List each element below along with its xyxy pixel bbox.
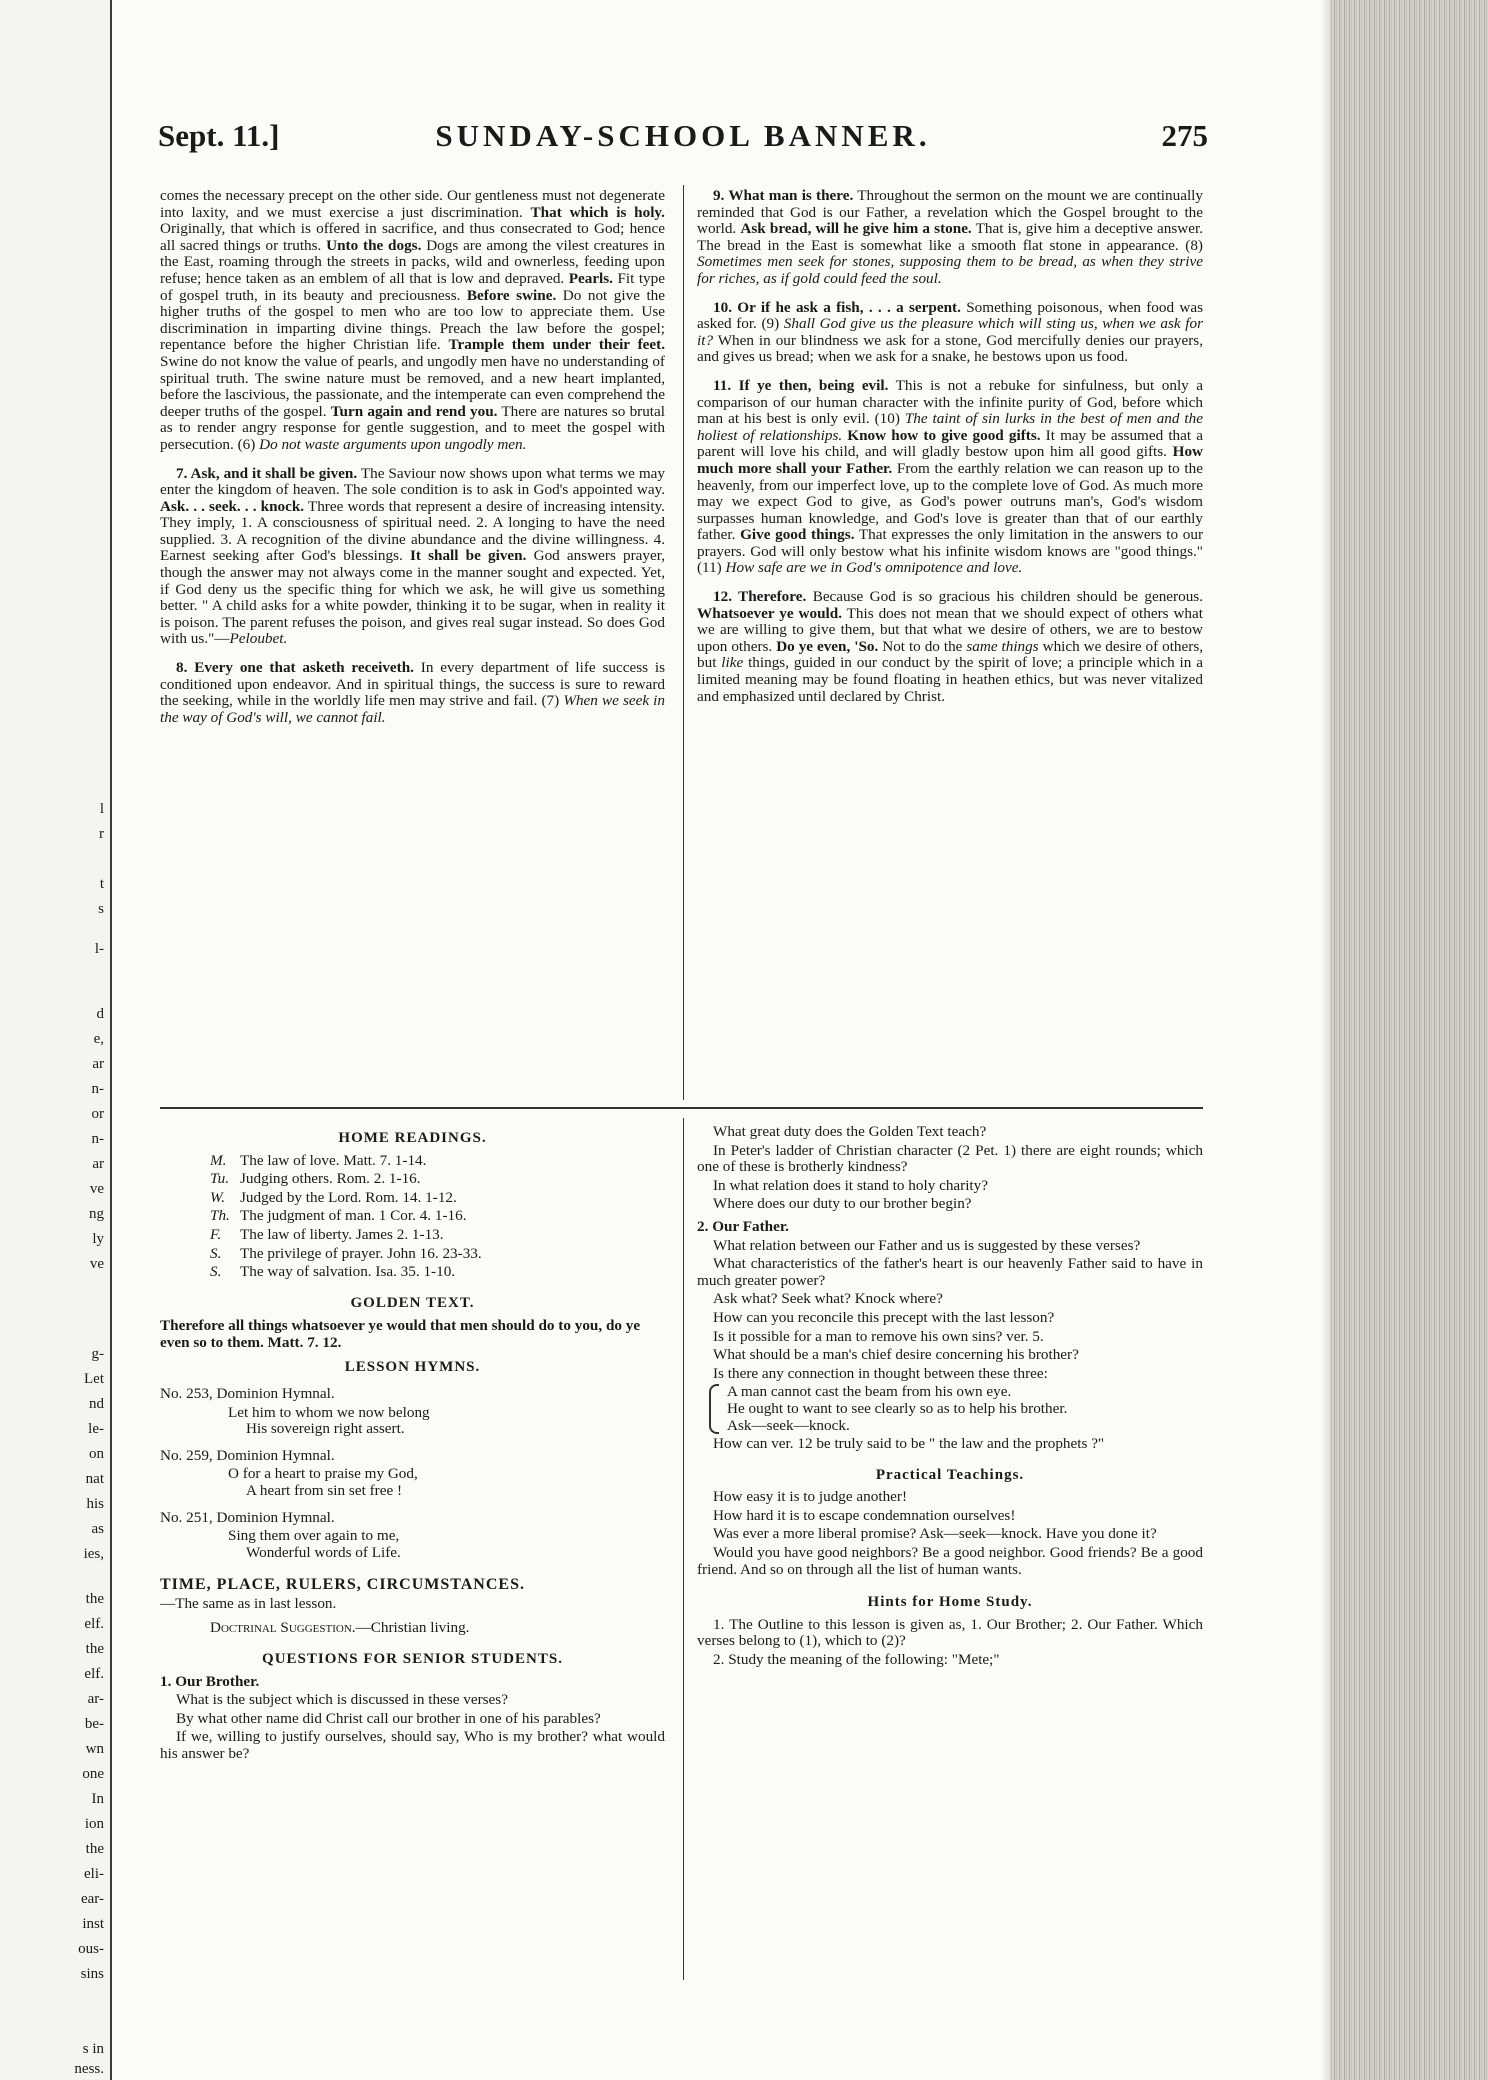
facing-page-fragment: ar (92, 1056, 104, 1072)
column-divider-upper (683, 185, 684, 1100)
facing-page-fragment: l- (94, 941, 104, 957)
question: What should be a man's chief desire concerning his brother? (713, 1346, 1079, 1364)
facing-page-fragment: Let (84, 1371, 104, 1387)
header-title: SUNDAY-SCHOOL BANNER. (435, 118, 931, 153)
questions-list-1-continued (697, 1124, 1203, 1213)
lesson-hymns-title: LESSON HYMNS. (344, 1359, 481, 1376)
time-place-title: TIME, PLACE, RULERS, CIRCUMSTANCES. (160, 1576, 525, 1594)
reading-row (210, 1153, 665, 1170)
hymn-line: His sovereign right assert. (246, 1420, 405, 1438)
book-page-edges (1330, 0, 1488, 2080)
facing-page-fragment: le- (88, 1421, 104, 1437)
facing-page-fragment: the (85, 1641, 104, 1657)
hymn-line: Sing them over again to me, (228, 1527, 400, 1545)
reading-text: Judging others. Rom. 2. 1-16. (240, 1170, 421, 1188)
facing-page-fragment: sins (80, 1966, 104, 1982)
facing-page-fragment: eli- (84, 1866, 104, 1882)
facing-page-fragment: elf. (84, 1616, 104, 1632)
facing-page-fragment: t (99, 876, 104, 892)
commentary-paragraph-10: 10. Or if he ask a fish, . . . a serpent. Something poisonous, when food was asked for. (9) Shall God give us the pleasure which will sting us, when we ask for it? When in our blindness we ask for a stone, God mercifully denies our prayers, and gives us bread; when we ask for a snake, he bestows upon us food. (697, 298, 1203, 366)
lower-left-column (160, 1122, 665, 1765)
hymn-number: No. 251, Dominion Hymnal. (160, 1508, 335, 1526)
reading-row (210, 1190, 665, 1207)
reading-day: W. (210, 1188, 226, 1206)
hints-title: Hints for Home Study. (867, 1594, 1033, 1611)
home-study-hint: 2. Study the meaning of the following: "Mete;" (713, 1651, 1000, 1669)
questions-list-2 (697, 1238, 1203, 1383)
facing-page-fragment: one (82, 1766, 104, 1782)
facing-page-fragment: nat (85, 1471, 104, 1487)
reading-day: S. (210, 1263, 222, 1281)
hymn-number: No. 259, Dominion Hymnal. (160, 1446, 335, 1464)
home-study-hint: 1. The Outline to this lesson is given as, 1. Our Brother; 2. Our Father. Which verses belong to (1), which to (2)? (697, 1615, 1203, 1650)
facing-page-fragment: the (85, 1591, 104, 1607)
facing-page-fragment: n- (91, 1081, 104, 1097)
commentary-paragraph-11: 11. If ye then, being evil. This is not a rebuke for sinfulness, but only a comparison of our human character with the infinite purity of God, before which man at his best is only evil. (10) The taint of sin lurks in the best of men and the holiest of relationships. Know how to give good gifts. It may be assumed that a parent will love his child, and will gladly bestow upon him all good gifts. How much more shall your Father. From the earthly relation we can reason up to the heavenly, from our imperfect love, up to the complete love of God. As much more may we expect God to give, as God's power outruns man's, God's wisdom surpasses human knowledge, and God's love is greater than that of our earthly father. Give good things. That expresses the only limitation in the answers to our prayers. God will only bestow what his infinite wisdom knows are "good things." (11) How safe are we in God's omnipotence and love. (697, 376, 1204, 577)
practical-teaching: How easy it is to judge another! (713, 1488, 908, 1506)
facing-page-fragment: s (98, 901, 104, 917)
reading-day: M. (210, 1151, 227, 1169)
page-number: 275 (1161, 118, 1208, 153)
reading-row (210, 1208, 665, 1225)
reading-text: The law of love. Matt. 7. 1-14. (240, 1151, 427, 1169)
facing-page-fragment: ar- (87, 1691, 104, 1707)
commentary-paragraph-12: 12. Therefore. Because God is so gracious his children should be generous. Whatsoever ye would. This does not mean that we should expect of others what we are willing to give them, but that what we desire of others, we are to bestow upon others. Do ye even, 'So. Not to do the same things which we desire of others, but like things, guided in our conduct by the spirit of love; a principle which in a limited meaning may be found floating in heathen ethics, but was never vitalized and emphasized until declared by Christ. (697, 588, 1204, 705)
hymn-line: A heart from sin set free ! (246, 1481, 403, 1499)
reading-text: The way of salvation. Isa. 35. 1-10. (240, 1263, 456, 1281)
practical-teachings-list (697, 1489, 1203, 1578)
question-section-our-father: 2. Our Father. (697, 1217, 789, 1235)
facing-page-fragment: d (96, 1006, 104, 1022)
facing-page-fragment: ve (89, 1256, 104, 1272)
practical-teaching: How hard it is to escape condemnation ourselves! (713, 1506, 1016, 1524)
brace-statement: A man cannot cast the beam from his own eye. (727, 1383, 1012, 1401)
facing-page-fragment: n- (91, 1131, 104, 1147)
header-date: Sept. 11.] (158, 118, 280, 153)
question: In what relation does it stand to holy charity? (713, 1176, 988, 1194)
facing-page-fragment: nd (89, 1396, 104, 1412)
commentary-paragraph-7: 7. Ask, and it shall be given. The Saviour now shows upon what terms we may enter the kingdom of heaven. The sole condition is to ask in God's appointed way. Ask. . . seek. . . knock. Three words that represent a desire of increasing intensity. They imply, 1. A consciousness of spiritual need. 2. A longing to have the need supplied. 3. A recognition of the divine abundance and the divine willingness. 4. Earnest seeking after God's blessings. It shall be given. God answers prayer, though the answer may not always come in the manner sought and expected. Yet, if God deny us the specific thing for which we ask, he will give us something better. " A child asks for a white powder, thinking it to be sugar, when in reality it is poison. The parent refuses the poison, and gives real sugar instead. So does God with us."—Peloubet. (160, 464, 666, 648)
hymn-line: Wonderful words of Life. (246, 1543, 401, 1561)
question-section-our-brother: 1. Our Brother. (160, 1672, 260, 1690)
facing-page-fragment: ly (92, 1231, 104, 1247)
commentary-paragraph-8: 8. Every one that asketh receiveth. In every department of life success is conditioned upon endeavor. And in spiritual things, the success is sure to reward the seeking, while in the worldly life men may strive and fail. (7) When we seek in the way of God's will, we cannot fail. (160, 659, 665, 726)
brace-mark (709, 1384, 719, 1434)
golden-text-title: GOLDEN TEXT. (350, 1294, 475, 1311)
reading-text: The law of liberty. James 2. 1-13. (240, 1225, 444, 1243)
home-readings-list (160, 1153, 665, 1281)
facing-page-fragment: ear- (80, 1891, 104, 1907)
facing-page-gutter (0, 0, 110, 2080)
question: How can you reconcile this precept with the last lesson? (713, 1308, 1055, 1326)
practical-teaching: Would you have good neighbors? Be a good neighbor. Good friends? Be a good friend. And so on through all the list of human wants. (697, 1544, 1203, 1578)
facing-page-fragment: ness. (74, 2061, 104, 2077)
facing-page-fragment: s in (82, 2041, 104, 2057)
reading-row (210, 1171, 665, 1188)
reading-text: Judged by the Lord. Rom. 14. 1-12. (240, 1188, 457, 1206)
question: What characteristics of the father's heart is our heavenly Father said to have in much greater power? (697, 1255, 1203, 1289)
upper-left-column (160, 188, 665, 738)
question: Is it possible for a man to remove his own sins? ver. 5. (713, 1327, 1044, 1345)
reading-row (210, 1227, 665, 1244)
hints-list (697, 1617, 1203, 1669)
question: By what other name did Christ call our brother in one of his parables? (176, 1709, 601, 1727)
question: What relation between our Father and us is suggested by these verses? (713, 1236, 1141, 1254)
home-readings-title: HOME READINGS. (338, 1130, 487, 1146)
facing-page-fragment: as (91, 1521, 104, 1537)
doctrinal-suggestion: Doctrinal Suggestion.—Christian living. (210, 1619, 470, 1637)
facing-page-fragment: elf. (84, 1666, 104, 1682)
golden-text: Therefore all things whatsoever ye would that men should do to you, do ye even so to them. Matt. 7. 12. (160, 1317, 641, 1352)
reading-row (210, 1264, 665, 1281)
question: Where does our duty to our brother begin? (713, 1195, 972, 1213)
facing-page-fragment: or (91, 1106, 104, 1122)
facing-page-fragment: be- (84, 1716, 104, 1732)
brace-statement: He ought to want to see clearly so as to help his brother. (727, 1399, 1068, 1417)
question: Ask what? Seek what? Knock where? (713, 1290, 943, 1308)
facing-page-fragment: l (99, 801, 104, 817)
brace-statement: Ask—seek—knock. (727, 1416, 850, 1434)
column-divider-lower (683, 1118, 684, 1980)
facing-page-fragment: r (99, 826, 104, 842)
reading-day: S. (210, 1244, 222, 1262)
question: What great duty does the Golden Text teach? (713, 1123, 987, 1140)
reading-text: The judgment of man. 1 Cor. 4. 1-16. (240, 1207, 467, 1225)
reading-day: Tu. (210, 1170, 229, 1188)
question: Is there any connection in thought between these three: (713, 1364, 1048, 1382)
running-header (158, 118, 1208, 164)
reading-text: The privilege of prayer. John 16. 23-33. (240, 1244, 482, 1262)
facing-page-fragment: g- (91, 1346, 104, 1362)
facing-page-fragment: on (89, 1446, 104, 1462)
facing-page-fragment: ng (89, 1206, 104, 1222)
upper-right-column (697, 188, 1203, 717)
practical-teaching: Was ever a more liberal promise? Ask—seek—knock. Have you done it? (713, 1525, 1157, 1543)
facing-page-fragment: his (86, 1496, 104, 1512)
three-statements-brace (697, 1384, 1203, 1434)
question-last: How can ver. 12 be truly said to be " the law and the prophets ?" (713, 1435, 1105, 1453)
facing-page-fragment: e, (93, 1031, 104, 1047)
question: If we, willing to justify ourselves, should say, Who is my brother? what would his answer be? (160, 1728, 665, 1763)
facing-page-fragment: ar (92, 1156, 104, 1172)
time-place-text: —The same as in last lesson. (160, 1594, 337, 1612)
hymn-number: No. 253, Dominion Hymnal. (160, 1384, 335, 1402)
facing-page-fragment: ve (89, 1181, 104, 1197)
questions-title: QUESTIONS FOR SENIOR STUDENTS. (262, 1651, 563, 1668)
facing-page-fragment: the (85, 1841, 104, 1857)
hymn-line: Let him to whom we now belong (228, 1403, 430, 1421)
reading-day: F. (210, 1225, 222, 1243)
facing-page-fragment: inst (82, 1916, 104, 1932)
commentary-paragraph-6: comes the necessary precept on the other side. Our gentleness must not degenerate into laxity, and we must exercise a just discrimination. That which is holy. Originally, that which is offered in sacrifice, and thus consecrated to God; hence all sacred things or truths. Unto the dogs. Dogs are among the vilest creatures in the East, roaming through the streets in packs, wild and ownerless, feeding upon refuse; hence taken as an emblem of all that is low and depraved. Pearls. Fit type of gospel truth, in its beauty and preciousness. Before swine. Do not give the higher truths of the gospel to men who are too low to appreciate them. Use discrimination in imparting divine things. Preach the law before the gospel; repentance before the higher Christian life. Trample them under their feet. Swine do not know the value of pearls, and ungodly men have no understanding of spiritual truth. The swine nature must be removed, and a new heart implanted, before the lascivious, the passionate, and the intemperate can even comprehend the deeper truths of the gospel. Turn again and rend you. There are natures so brutal as to render angry response for gentle suggestion, and to meet the gospel with persecution. (6) Do not waste arguments upon ungodly men. (160, 187, 666, 453)
lesson-hymns-list (160, 1386, 665, 1561)
practical-teachings-title: Practical Teachings. (875, 1466, 1025, 1483)
reading-row (210, 1246, 665, 1263)
facing-page-fragment: In (91, 1791, 104, 1807)
question: What is the subject which is discussed in these verses? (176, 1691, 508, 1709)
question: In Peter's ladder of Christian character (2 Pet. 1) there are eight rounds; which one of these is brotherly kindness? (697, 1141, 1203, 1176)
lower-right-column (697, 1124, 1203, 1671)
facing-page-fragment: ies, (83, 1546, 104, 1562)
commentary-paragraph-9: 9. What man is there. Throughout the sermon on the mount we are continually reminded that God is our Father, a revelation which the Gospel brought to the world. Ask bread, will he give him a stone. That is, give him a deceptive answer. The bread in the East is somewhat like a smooth flat stone in appearance. (8) Sometimes men seek for stones, supposing them to be bread, as when they strive for riches, as if gold could feed the soul. (697, 187, 1203, 287)
hymn-line: O for a heart to praise my God, (228, 1465, 418, 1483)
facing-page-fragment: wn (85, 1741, 104, 1757)
facing-page-fragment: ion (84, 1816, 104, 1832)
facing-page-fragment: ous- (78, 1941, 104, 1957)
questions-list-1 (160, 1692, 665, 1762)
reading-day: Th. (210, 1207, 230, 1225)
section-rule (160, 1107, 1203, 1109)
